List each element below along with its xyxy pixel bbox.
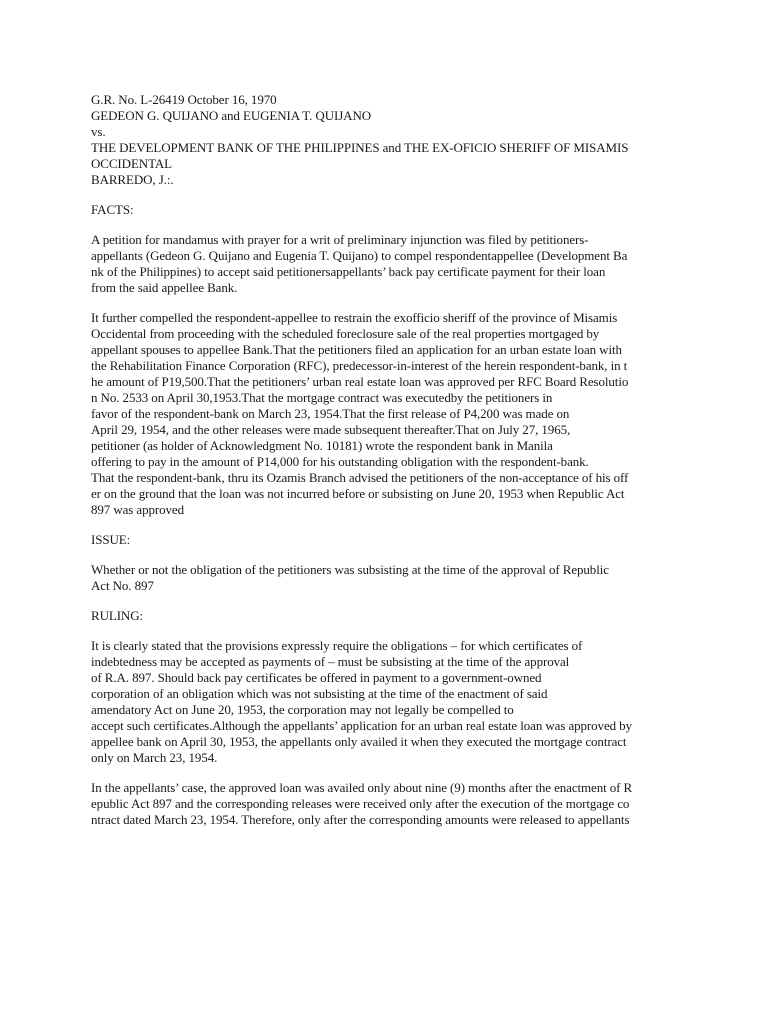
text-line: It further compelled the respondent-appellee to restrain the exofficio sheriff of the province of Misamis <box>91 310 618 325</box>
text-line: appellee bank on April 30, 1953, the appellants only availed it when they executed the mortgage contract <box>91 734 627 749</box>
case-header <box>91 92 691 188</box>
text-line: accept such certificates.Although the appellants’ application for an urban real estate loan was approved by <box>91 718 632 733</box>
text-line: indebtedness may be accepted as payments of – must be subsisting at the time of the approval <box>91 654 570 669</box>
text-line: April 29, 1954, and the other releases were made subsequent thereafter.That on July 27, 1965, <box>91 422 571 437</box>
ruling-paragraph-1 <box>91 638 691 766</box>
facts-paragraph-2 <box>91 310 691 518</box>
text-line: favor of the respondent-bank on March 23, 1954.That the first release of P4,200 was made on <box>91 406 570 421</box>
text-line: That the respondent-bank, thru its Ozamis Branch advised the petitioners of the non-acceptance of his off <box>91 470 629 485</box>
text-line: nk of the Philippines) to accept said petitionersappellants’ back pay certificate payment for their loan <box>91 264 606 279</box>
issue-heading: ISSUE: <box>91 532 131 547</box>
text-line: Act No. 897 <box>91 578 154 593</box>
text-line: In the appellants’ case, the approved loan was availed only about nine (9) months after the enactment of R <box>91 780 633 795</box>
text-line: Whether or not the obligation of the petitioners was subsisting at the time of the approval of Republic <box>91 562 609 577</box>
ponente: BARREDO, J.:. <box>91 172 174 187</box>
versus-label: vs. <box>91 124 106 139</box>
text-line: appellant spouses to appellee Bank.That the petitioners filed an application for an urban estate loan with <box>91 342 622 357</box>
text-line: 897 was approved <box>91 502 184 517</box>
respondents: THE DEVELOPMENT BANK OF THE PHILIPPINES and THE EX-OFICIO SHERIFF OF MISAMIS OCCIDENTAL <box>91 140 629 171</box>
text-line: It is clearly stated that the provisions expressly require the obligations – for which certificates of <box>91 638 583 653</box>
text-line: epublic Act 897 and the corresponding releases were received only after the execution of the mortgage co <box>91 796 630 811</box>
ruling-heading: RULING: <box>91 608 144 623</box>
text-line: only on March 23, 1954. <box>91 750 218 765</box>
case-digest-document <box>91 92 691 828</box>
facts-paragraph-1 <box>91 232 691 296</box>
text-line: amendatory Act on June 20, 1953, the corporation may not legally be compelled to <box>91 702 514 717</box>
case-number: G.R. No. L-26419 October 16, 1970 <box>91 92 277 107</box>
text-line: appellants (Gedeon G. Quijano and Eugenia T. Quijano) to compel respondentappellee (Development Ba <box>91 248 628 263</box>
text-line: er on the ground that the loan was not incurred before or subsisting on June 20, 1953 when Republic Act <box>91 486 625 501</box>
ruling-paragraph-2 <box>91 780 691 828</box>
text-line: of R.A. 897. Should back pay certificates be offered in payment to a government-owned <box>91 670 542 685</box>
text-line: Occidental from proceeding with the scheduled foreclosure sale of the real properties mortgaged by <box>91 326 600 341</box>
text-line: A petition for mandamus with prayer for a writ of preliminary injunction was filed by petitioners- <box>91 232 589 247</box>
text-line: petitioner (as holder of Acknowledgment No. 10181) wrote the respondent bank in Manila <box>91 438 553 453</box>
facts-heading: FACTS: <box>91 202 134 217</box>
petitioners: GEDEON G. QUIJANO and EUGENIA T. QUIJANO <box>91 108 372 123</box>
issue-paragraph <box>91 562 691 594</box>
text-line: ntract dated March 23, 1954. Therefore, only after the corresponding amounts were released to appellants <box>91 812 630 827</box>
text-line: offering to pay in the amount of P14,000 for his outstanding obligation with the respondent-bank. <box>91 454 589 469</box>
text-line: the Rehabilitation Finance Corporation (RFC), predecessor-in-interest of the herein respondent-bank, in t <box>91 358 628 373</box>
text-line: corporation of an obligation which was not subsisting at the time of the enactment of said <box>91 686 548 701</box>
text-line: he amount of P19,500.That the petitioners’ urban real estate loan was approved per RFC Board Resolutio <box>91 374 629 389</box>
text-line: n No. 2533 on April 30,1953.That the mortgage contract was executedby the petitioners in <box>91 390 553 405</box>
text-line: from the said appellee Bank. <box>91 280 238 295</box>
